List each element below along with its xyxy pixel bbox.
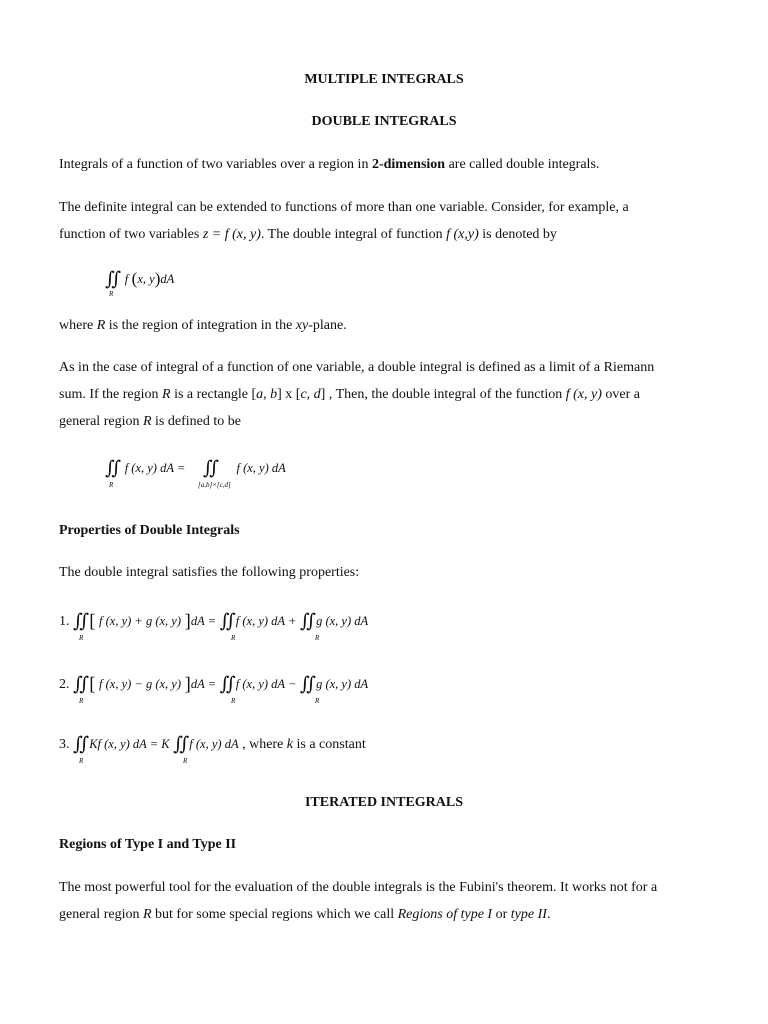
definite-integral-line-2 bbox=[59, 227, 557, 243]
properties-heading: Properties of Double Integrals bbox=[59, 523, 240, 538]
regions-heading: Regions of Type I and Type II bbox=[59, 837, 237, 852]
text: or bbox=[492, 907, 511, 922]
type-2-label: type II bbox=[510, 907, 547, 922]
function-fxy: f (x,y) bbox=[446, 227, 479, 242]
type-1-label: Regions of type I bbox=[397, 907, 493, 922]
prop1-differential: dA = bbox=[190, 614, 217, 628]
bracket: [ bbox=[89, 611, 96, 632]
text: -plane. bbox=[308, 318, 347, 333]
fubini-line-2 bbox=[59, 907, 550, 923]
xy: xy bbox=[295, 318, 309, 333]
rectangle-subscript: [a,b]×[c,d] bbox=[198, 481, 231, 489]
property-number: 3. bbox=[59, 737, 70, 752]
prop1-rhs-f: f (x, y) dA + bbox=[235, 614, 297, 628]
fubini-line-1: The most powerful tool for the evaluation of the double integrals is the Fubini's theorem. It works not for a bbox=[59, 880, 658, 895]
double-integral-symbol: ∬ bbox=[202, 458, 211, 479]
text: . The double integral of function bbox=[260, 227, 447, 242]
eq-args: x, y bbox=[137, 272, 155, 286]
prop3-lhs: Kf (x, y) dA = K bbox=[89, 737, 170, 751]
text: is a constant bbox=[293, 737, 366, 752]
text: . bbox=[546, 907, 551, 922]
prop3-rhs: f (x, y) dA bbox=[189, 737, 239, 751]
double-integral-symbol: ∬ bbox=[73, 674, 82, 695]
double-integral-symbol: ∬ bbox=[219, 674, 228, 695]
text: general region bbox=[59, 907, 143, 922]
iterated-integrals-heading: ITERATED INTEGRALS bbox=[304, 795, 464, 810]
text: ] x [ bbox=[277, 387, 301, 402]
text: but for some special regions which we call bbox=[151, 907, 398, 922]
text: ] , Then, the double integral of the function bbox=[320, 387, 566, 402]
double-integral-symbol: ∬ bbox=[219, 611, 228, 632]
prop2-differential: dA = bbox=[190, 677, 217, 691]
region-subscript: R bbox=[79, 757, 84, 765]
text: is defined to be bbox=[151, 414, 241, 429]
function-fxy: f (x, y) bbox=[565, 387, 602, 402]
eq2-lhs: f (x, y) dA = bbox=[124, 461, 186, 475]
equation-rectangle-definition bbox=[105, 457, 286, 489]
region-R: R bbox=[142, 907, 152, 922]
paren: ( bbox=[131, 269, 138, 288]
double-integral-symbol: ∬ bbox=[173, 734, 182, 755]
constant-k: k bbox=[286, 737, 293, 752]
intro-text: Integrals of a function of two variables over a region in bbox=[59, 157, 372, 172]
region-subscript: R bbox=[109, 290, 114, 298]
riemann-line-2 bbox=[59, 387, 640, 403]
double-integral-symbol: ∬ bbox=[105, 458, 114, 479]
prop2-rhs-f: f (x, y) dA − bbox=[235, 677, 297, 691]
eq-fn: f bbox=[124, 272, 129, 286]
equation-double-integral bbox=[105, 268, 175, 298]
text: sum. If the region bbox=[59, 387, 163, 402]
property-2 bbox=[59, 673, 369, 705]
property-1 bbox=[59, 610, 369, 642]
bracket: ] bbox=[184, 611, 191, 632]
double-integral-symbol: ∬ bbox=[299, 674, 309, 695]
region-subscript: R bbox=[315, 697, 320, 705]
text: function of two variables bbox=[59, 227, 203, 242]
intro-paragraph bbox=[59, 157, 599, 173]
region-R: R bbox=[142, 414, 152, 429]
prop2-integrand: f (x, y) − g (x, y) bbox=[99, 677, 182, 691]
prop1-rhs-g: g (x, y) dA bbox=[316, 614, 369, 628]
prop2-rhs-g: g (x, y) dA bbox=[316, 677, 369, 691]
region-R: R bbox=[96, 318, 106, 333]
paren: ) bbox=[154, 269, 161, 288]
property-number: 1. bbox=[59, 614, 70, 629]
region-subscript: R bbox=[79, 697, 84, 705]
text: over a bbox=[601, 387, 640, 402]
text: is denoted by bbox=[478, 227, 557, 242]
interval-cd: c, d bbox=[300, 387, 321, 402]
region-subscript: R bbox=[315, 634, 320, 642]
double-integral-symbol: ∬ bbox=[73, 734, 82, 755]
double-integral-symbol: ∬ bbox=[73, 611, 82, 632]
text: , where bbox=[238, 737, 287, 752]
property-number: 2. bbox=[59, 677, 70, 692]
double-integral-symbol: ∬ bbox=[105, 269, 114, 290]
region-subscript: R bbox=[231, 634, 236, 642]
prop1-integrand: f (x, y) + g (x, y) bbox=[99, 614, 182, 628]
double-integrals-heading: DOUBLE INTEGRALS bbox=[311, 114, 457, 129]
region-subscript: R bbox=[109, 481, 114, 489]
text: is the region of integration in the bbox=[105, 318, 296, 333]
main-heading: MULTIPLE INTEGRALS bbox=[304, 72, 464, 87]
definite-integral-line-1: The definite integral can be extended to functions of more than one variable. Consider, for example, a bbox=[59, 200, 629, 215]
intro-text-end: are called double integrals. bbox=[445, 157, 600, 172]
region-R: R bbox=[162, 387, 171, 402]
riemann-line-1: As in the case of integral of a function of one variable, a double integral is defined as a limit of a Riemann bbox=[59, 360, 655, 375]
function-z: z = f (x, y) bbox=[202, 227, 261, 242]
region-subscript: R bbox=[183, 757, 188, 765]
property-3 bbox=[59, 733, 366, 765]
intro-bold: 2-dimension bbox=[371, 157, 446, 172]
interval-ab: a, b bbox=[256, 387, 278, 402]
bracket: ] bbox=[184, 674, 191, 695]
properties-intro: The double integral satisfies the following properties: bbox=[59, 565, 360, 580]
text: where bbox=[59, 318, 97, 333]
text: is a rectangle [ bbox=[170, 387, 257, 402]
region-subscript: R bbox=[231, 697, 236, 705]
bracket: [ bbox=[89, 674, 96, 695]
region-explanation bbox=[59, 318, 347, 334]
text: general region bbox=[59, 414, 143, 429]
double-integral-symbol: ∬ bbox=[299, 611, 309, 632]
region-subscript: R bbox=[79, 634, 84, 642]
riemann-line-3 bbox=[59, 414, 241, 430]
eq2-rhs: f (x, y) dA bbox=[236, 461, 286, 475]
eq-differential: dA bbox=[160, 272, 175, 286]
